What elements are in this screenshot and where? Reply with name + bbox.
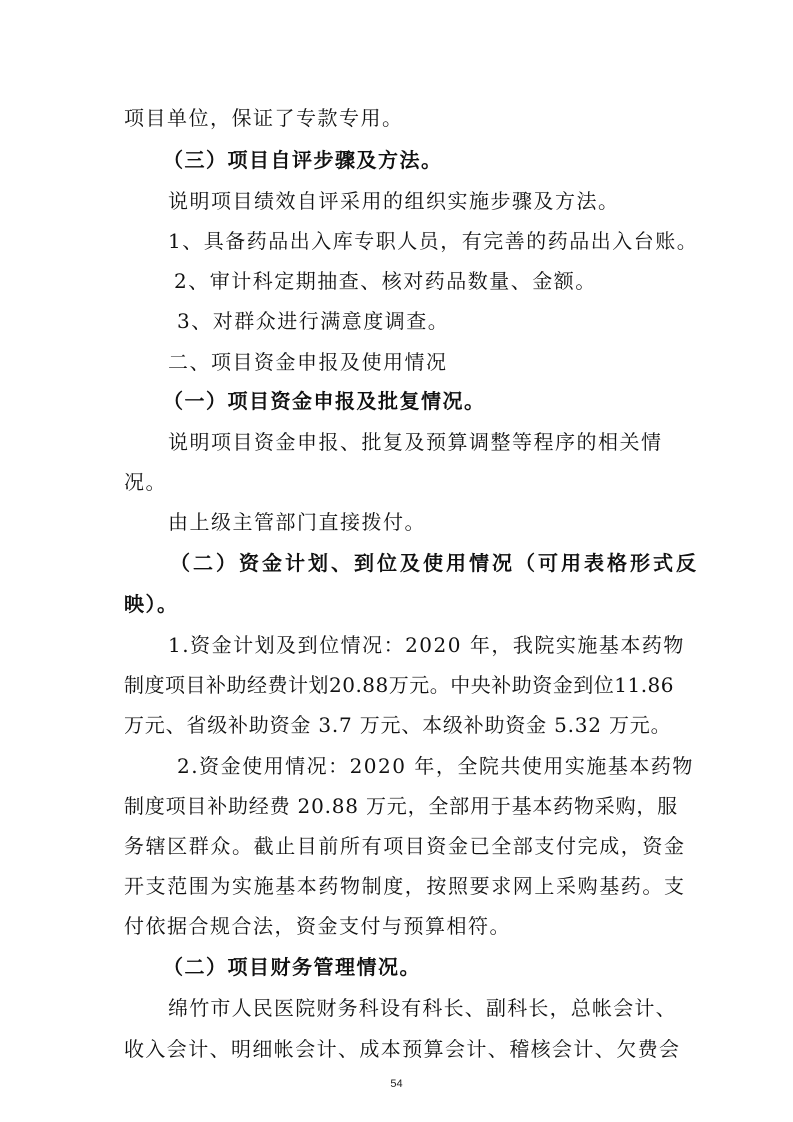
text-line: 制度项目补助经费计划20.88万元。中央补助资金到位11.86 — [124, 673, 675, 697]
text-line: 说明项目绩效自评采用的组织实施步骤及方法。 — [168, 189, 620, 213]
section-heading: （二）项目财务管理情况。 — [163, 955, 421, 979]
list-item: 3、对群众进行满意度调查。 — [177, 309, 450, 333]
page-number: 54 — [390, 1078, 403, 1090]
text-line: 付依据合规合法，资金支付与预算相符。 — [124, 914, 511, 938]
text-line: 1.资金计划及到位情况：2020 年，我院实施基本药物 — [168, 633, 685, 657]
text-line: 收入会计、明细帐会计、成本预算会计、稽核会计、欠费会 — [124, 1037, 681, 1061]
section-heading: （一）项目资金申报及批复情况。 — [163, 389, 486, 413]
text-line: 说明项目资金申报、批复及预算调整等程序的相关情 — [168, 430, 663, 454]
text-line: 开支范围为实施基本药物制度，按照要求网上采购基药。支 — [124, 874, 686, 898]
text-line: 绵竹市人民医院财务科设有科长、副科长，总帐会计、 — [168, 996, 677, 1020]
text-line: 2.资金使用情况：2020 年，全院共使用实施基本药物 — [177, 754, 694, 778]
text-line: 制度项目补助经费 20.88 万元，全部用于基本药物采购，服 — [124, 794, 678, 818]
text-line: 万元、省级补助资金 3.7 万元、本级补助资金 5.32 万元。 — [124, 713, 672, 737]
chapter-heading: 二、项目资金申报及使用情况 — [168, 350, 448, 374]
text-line: 况。 — [124, 470, 167, 494]
text-line: 务辖区群众。截止目前所有项目资金已全部支付完成，资金 — [124, 834, 686, 858]
text-line: 由上级主管部门直接拨付。 — [168, 510, 426, 534]
list-item: 1、具备药品出入库专职人员，有完善的药品出入台账。 — [168, 229, 699, 253]
section-heading: 映）。 — [124, 592, 179, 616]
section-heading: （二）资金计划、到位及使用情况（可用表格形式反 — [170, 551, 699, 575]
list-item: 2、审计科定期抽查、核对药品数量、金额。 — [174, 269, 597, 293]
text-line: 项目单位，保证了专款专用。 — [124, 106, 404, 130]
section-heading: （三）项目自评步骤及方法。 — [163, 148, 443, 172]
